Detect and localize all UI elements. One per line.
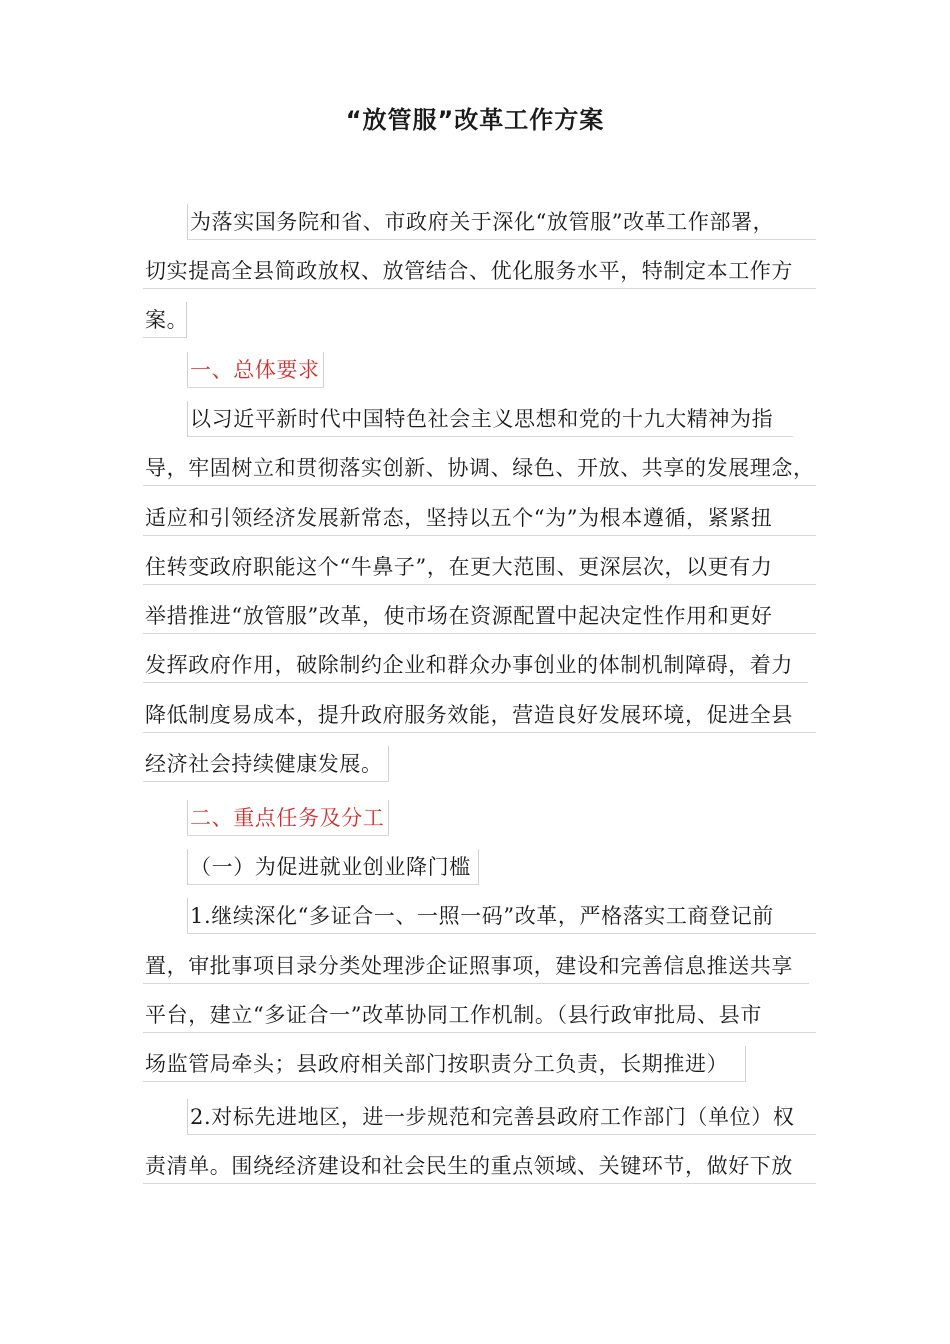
intro-line-2: 切实提高全县简政放权、放管结合、优化服务水平，特制定本工作方 [143, 253, 816, 289]
section-1-line-6: 发挥政府作用，破除制约企业和群众办事创业的体制机制障碍，着力 [143, 647, 808, 683]
document-title: “放管服”改革工作方案 [345, 106, 605, 134]
section-1-line-2: 导，牢固树立和贯彻落实创新、协调、绿色、开放、共享的发展理念， [143, 450, 816, 486]
item-1-line-3: 平台，建立“多证合一”改革协同工作机制。（县行政审批局、县市 [143, 997, 816, 1033]
section-1-line-4: 住转变政府职能这个“牛鼻子”，在更大范围、更深层次，以更有力 [143, 549, 816, 585]
item-1-line-1: 1.继续深化“多证合一、一照一码”改革，严格落实工商登记前 [187, 898, 816, 934]
section-1-heading: 一、总体要求 [187, 352, 324, 388]
section-1-line-7: 降低制度易成本，提升政府服务效能，营造良好发展环境，促进全县 [143, 697, 816, 733]
item-1-line-2: 置，审批事项目录分类处理涉企证照事项，建设和完善信息推送共享 [143, 948, 809, 984]
intro-line-3: 案。 [143, 302, 187, 338]
item-1-line-4: 场监管局牵头；县政府相关部门按职责分工负责，长期推进） [143, 1046, 746, 1082]
subsection-1-heading: （一）为促进就业创业降门槛 [187, 849, 479, 885]
item-2-line-1: 2.对标先进地区，进一步规范和完善县政府工作部门（单位）权 [187, 1099, 816, 1135]
section-1-line-8: 经济社会持续健康发展。 [143, 746, 389, 782]
section-1-line-3: 适应和引领经济发展新常态，坚持以五个“为”为根本遵循，紧紧扭 [143, 500, 816, 536]
section-1-line-5: 举措推进“放管服”改革，使市场在资源配置中起决定性作用和更好 [143, 598, 816, 634]
section-1-line-1: 以习近平新时代中国特色社会主义思想和党的十九大精神为指 [187, 401, 793, 437]
item-2-line-2: 责清单。围绕经济建设和社会民生的重点领域、关键环节，做好下放 [143, 1148, 816, 1184]
intro-line-1: 为落实国务院和省、市政府关于深化“放管服”改革工作部署， [187, 204, 816, 240]
section-2-heading: 二、重点任务及分工 [187, 800, 389, 836]
